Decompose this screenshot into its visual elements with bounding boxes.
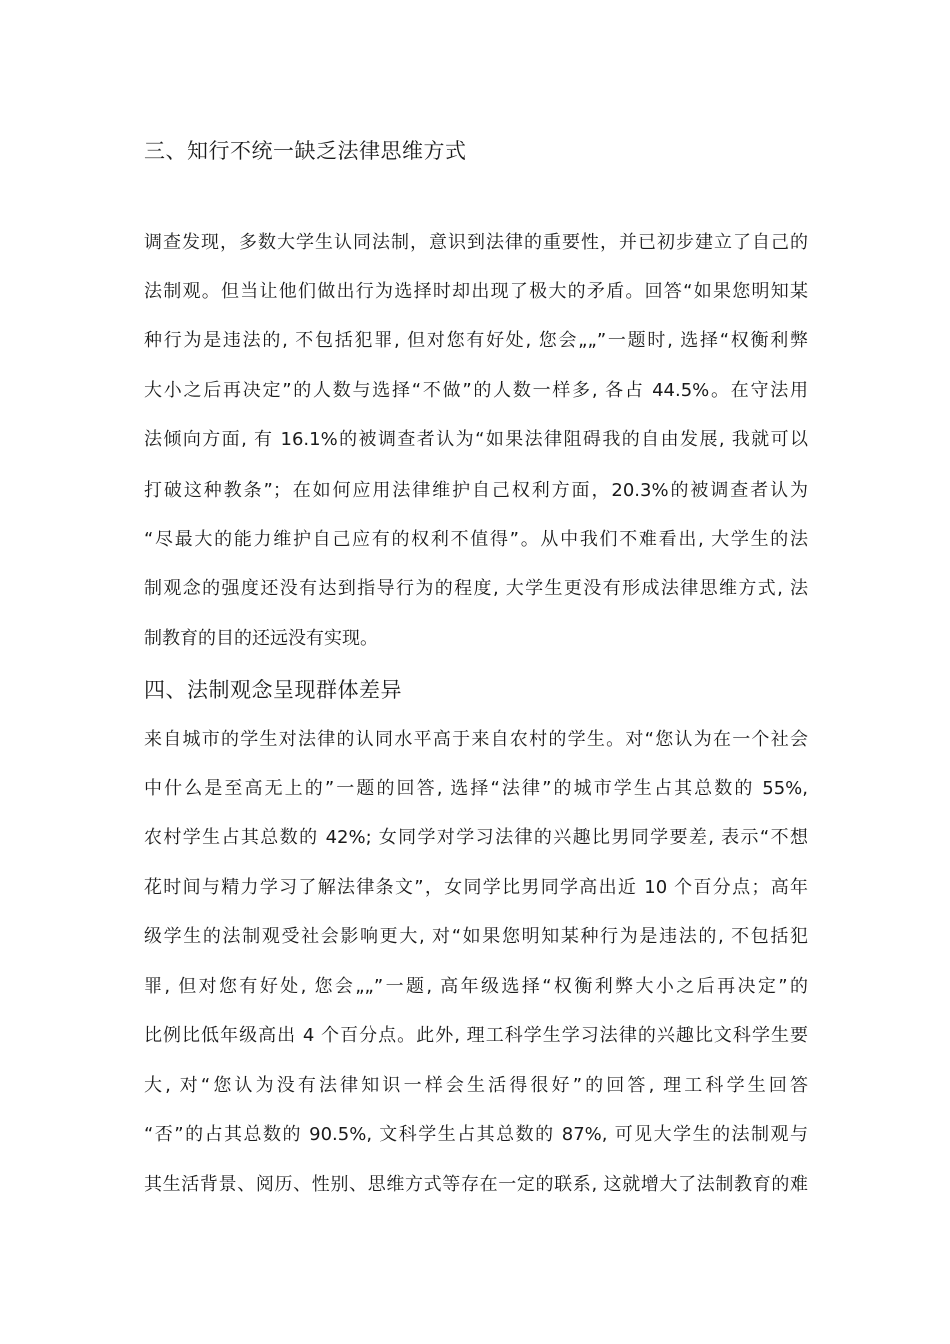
paragraph-line: 制教育的目的还远没有实现。: [144, 628, 378, 649]
paragraph-line: 级学生的法制观受社会影响更大, 对“如果您明知某种行为是违法的, 不包括犯: [144, 926, 808, 947]
paragraph-line: 农村学生占其总数的 42%; 女同学对学习法律的兴趣比男同学要差, 表示“不想: [144, 827, 808, 848]
paragraph-line: “否”的占其总数的 90.5%, 文科学生占其总数的 87%, 可见大学生的法制观与: [144, 1124, 808, 1145]
paragraph-line: 其生活背景、阅历、性别、思维方式等存在一定的联系, 这就增大了法制教育的难: [144, 1174, 808, 1195]
paragraph-line: 调查发现，多数大学生认同法制，意识到法律的重要性，并已初步建立了自己的: [144, 232, 808, 253]
paragraph-line: “尽最大的能力维护自己应有的权利不值得”。从中我们不难看出, 大学生的法: [144, 529, 808, 550]
paragraph-line: 打破这种教条”；在如何应用法律维护自己权利方面，20.3%的被调查者认为: [144, 480, 808, 501]
paragraph-line: 中什么是至高无上的”一题的回答, 选择“法律”的城市学生占其总数的 55%,: [144, 778, 808, 799]
paragraph-line: 来自城市的学生对法律的认同水平高于来自农村的学生。对“您认为在一个社会: [144, 729, 808, 750]
section-4-heading: 四、法制观念呈现群体差异: [144, 678, 402, 702]
paragraph-line: 比例比低年级高出 4 个百分点。此外, 理工科学生学习法律的兴趣比文科学生要: [144, 1025, 808, 1046]
paragraph-line: 法制观。但当让他们做出行为选择时却出现了极大的矛盾。回答“如果您明知某: [144, 281, 808, 302]
paragraph-line: 罪, 但对您有好处, 您会„„”一题, 高年级选择“权衡利弊大小之后再决定”的: [144, 976, 808, 997]
paragraph-line: 种行为是违法的, 不包括犯罪, 但对您有好处, 您会„„”一题时, 选择“权衡利弊: [144, 330, 808, 351]
paragraph-line: 大, 对“您认为没有法律知识一样会生活得很好”的回答, 理工科学生回答: [144, 1075, 808, 1096]
paragraph-line: 法倾向方面, 有 16.1%的被调查者认为“如果法律阻碍我的自由发展, 我就可以: [144, 429, 808, 450]
section-3-heading: 三、知行不统一缺乏法律思维方式: [144, 139, 467, 163]
paragraph-line: 花时间与精力学习了解法律条文”，女同学比男同学高出近 10 个百分点；高年: [144, 877, 808, 898]
paragraph-line: 大小之后再决定”的人数与选择“不做”的人数一样多, 各占 44.5%。在守法用: [144, 380, 808, 401]
paragraph-line: 制观念的强度还没有达到指导行为的程度, 大学生更没有形成法律思维方式, 法: [144, 578, 808, 599]
